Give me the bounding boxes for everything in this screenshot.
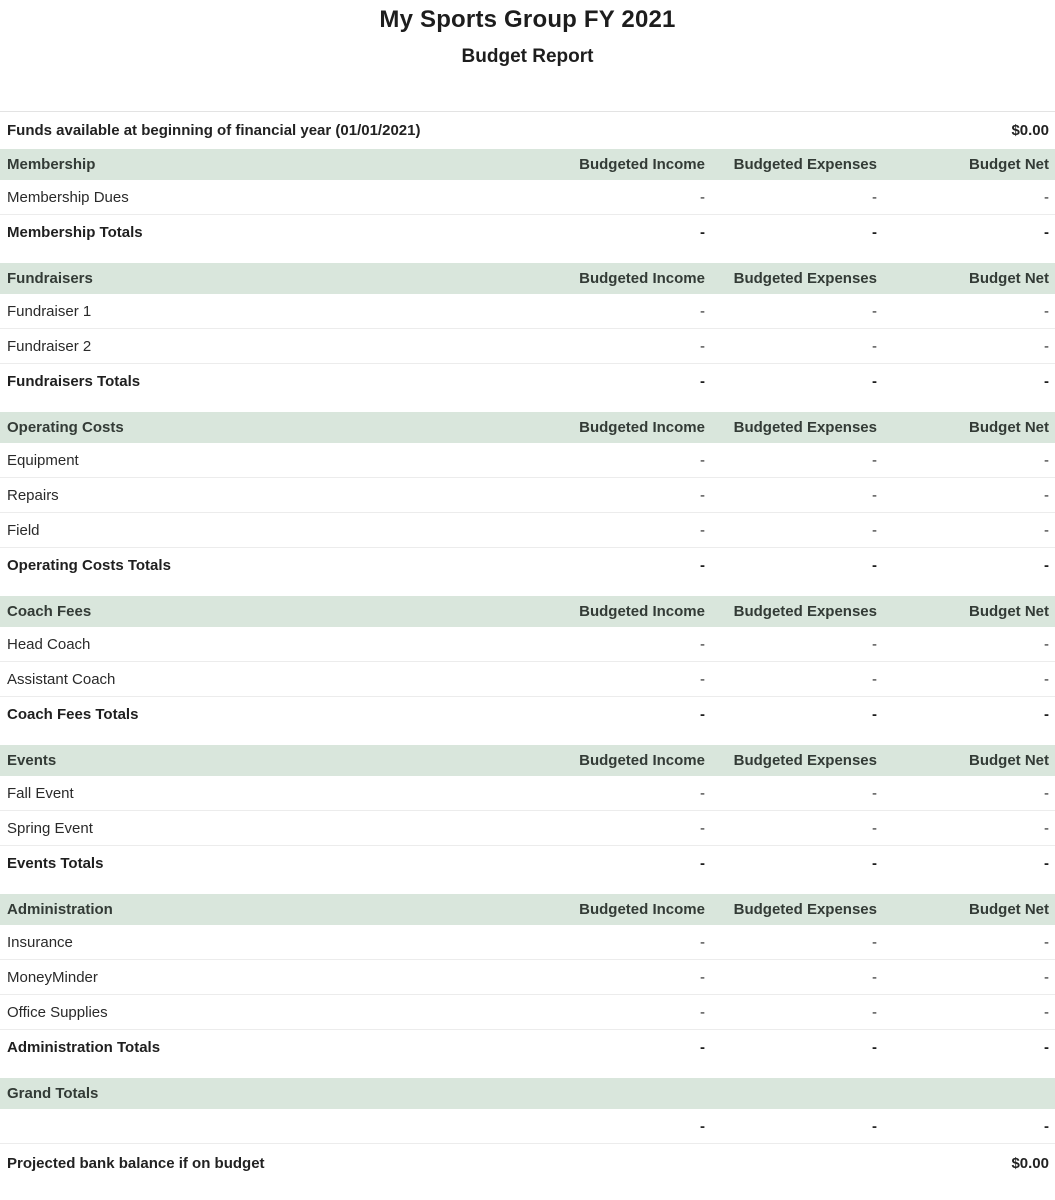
- totals-net-value: -: [1044, 855, 1049, 873]
- section-operating-costs: [0, 412, 1055, 583]
- row-income-value: -: [700, 302, 705, 320]
- column-header-budgeted-income: Budgeted Income: [579, 752, 705, 770]
- column-header-budget-net: Budget Net: [969, 752, 1049, 770]
- row-label: Head Coach: [7, 635, 91, 653]
- section-header: [0, 412, 1055, 443]
- row-expenses-value: -: [872, 302, 877, 320]
- column-header-budgeted-expenses: Budgeted Expenses: [733, 603, 877, 621]
- row-expenses-value: -: [872, 819, 877, 837]
- row-net-value: -: [1044, 1003, 1049, 1021]
- row-income-value: -: [700, 819, 705, 837]
- row-net-value: -: [1044, 337, 1049, 355]
- column-header-budgeted-income: Budgeted Income: [579, 270, 705, 288]
- column-header-budget-net: Budget Net: [969, 156, 1049, 174]
- section-header: [0, 1078, 1055, 1109]
- row-label: Equipment: [7, 451, 79, 469]
- column-header-budgeted-expenses: Budgeted Expenses: [733, 752, 877, 770]
- row-expenses-value: -: [872, 451, 877, 469]
- funds-available-label: Funds available at beginning of financial year (01/01/2021): [7, 122, 421, 140]
- row-income-value: -: [700, 635, 705, 653]
- column-header-budgeted-income: Budgeted Income: [579, 156, 705, 174]
- row-label: Fundraiser 1: [7, 302, 92, 320]
- row-expenses-value: -: [872, 1003, 877, 1021]
- row-net-value: -: [1044, 670, 1049, 688]
- row-label: Office Supplies: [7, 1003, 108, 1021]
- page-subtitle: Budget Report: [461, 46, 594, 68]
- totals-income-value: -: [700, 706, 705, 724]
- section-title: Membership: [7, 156, 96, 174]
- row-label: Field: [7, 521, 40, 539]
- section-totals-row: [0, 548, 1055, 583]
- totals-expenses-value: -: [872, 224, 877, 242]
- row-expenses-value: -: [872, 784, 877, 802]
- table-row: [0, 627, 1055, 662]
- section-totals-row: [0, 1030, 1055, 1065]
- column-header-budget-net: Budget Net: [969, 603, 1049, 621]
- column-header-budgeted-income: Budgeted Income: [579, 419, 705, 437]
- column-header-budgeted-income: Budgeted Income: [579, 901, 705, 919]
- row-net-value: -: [1044, 521, 1049, 539]
- section-grand-totals: [0, 1078, 1055, 1144]
- row-expenses-value: -: [872, 968, 877, 986]
- section-coach-fees: [0, 596, 1055, 732]
- row-label: Fundraiser 2: [7, 337, 92, 355]
- row-label: Repairs: [7, 486, 59, 504]
- column-header-budgeted-expenses: Budgeted Expenses: [733, 419, 877, 437]
- row-expenses-value: -: [872, 188, 877, 206]
- totals-label: Coach Fees Totals: [7, 706, 139, 724]
- row-label: MoneyMinder: [7, 968, 98, 986]
- row-expenses-value: -: [872, 521, 877, 539]
- table-row: [0, 995, 1055, 1030]
- section-header: [0, 263, 1055, 294]
- row-income-value: -: [700, 968, 705, 986]
- totals-expenses-value: -: [872, 855, 877, 873]
- row-income-value: -: [700, 521, 705, 539]
- totals-expenses-value: -: [872, 706, 877, 724]
- totals-net-value: -: [1044, 557, 1049, 575]
- totals-expenses-value: -: [872, 1039, 877, 1057]
- report-header: [0, 0, 1055, 70]
- section-administration: [0, 894, 1055, 1065]
- section-header: [0, 149, 1055, 180]
- totals-label: Fundraisers Totals: [7, 373, 141, 391]
- section-header: [0, 894, 1055, 925]
- row-net-value: -: [1044, 933, 1049, 951]
- section-title: Administration: [7, 901, 113, 919]
- page-title: My Sports Group FY 2021: [379, 6, 676, 33]
- row-net-value: -: [1044, 451, 1049, 469]
- row-expenses-value: -: [872, 933, 877, 951]
- section-title: Grand Totals: [7, 1085, 99, 1103]
- section-events: [0, 745, 1055, 881]
- row-net-value: -: [1044, 819, 1049, 837]
- column-header-budget-net: Budget Net: [969, 270, 1049, 288]
- funds-available-value: $0.00: [1011, 122, 1049, 140]
- row-income-value: -: [700, 451, 705, 469]
- section-totals-row: [0, 364, 1055, 399]
- row-expenses-value: -: [872, 635, 877, 653]
- column-header-budgeted-expenses: Budgeted Expenses: [733, 901, 877, 919]
- row-income-value: -: [700, 670, 705, 688]
- funds-available-row: [0, 111, 1055, 149]
- section-title: Events: [7, 752, 57, 770]
- row-label: Fall Event: [7, 784, 74, 802]
- totals-net-value: -: [1044, 1039, 1049, 1057]
- row-label: Assistant Coach: [7, 670, 116, 688]
- table-row: [0, 925, 1055, 960]
- totals-label: Events Totals: [7, 855, 104, 873]
- row-label: Insurance: [7, 933, 73, 951]
- table-row: [0, 662, 1055, 697]
- row-net-value: -: [1044, 486, 1049, 504]
- row-label: Spring Event: [7, 819, 93, 837]
- row-income-value: -: [700, 188, 705, 206]
- totals-income-value: -: [700, 855, 705, 873]
- column-header-budgeted-income: Budgeted Income: [579, 603, 705, 621]
- row-net-value: -: [1044, 784, 1049, 802]
- row-expenses-value: -: [872, 337, 877, 355]
- section-totals-row: [0, 215, 1055, 250]
- totals-net-value: -: [1044, 373, 1049, 391]
- totals-label: Membership Totals: [7, 224, 143, 242]
- totals-net-value: -: [1044, 706, 1049, 724]
- projected-balance-label: Projected bank balance if on budget: [7, 1154, 265, 1172]
- row-income-value: -: [700, 337, 705, 355]
- row-income-value: -: [700, 784, 705, 802]
- totals-income-value: -: [700, 224, 705, 242]
- section-title: Operating Costs: [7, 419, 124, 437]
- grand-totals-net-value: -: [1044, 1117, 1049, 1135]
- section-title: Coach Fees: [7, 603, 92, 621]
- section-fundraisers: [0, 263, 1055, 399]
- section-header: [0, 745, 1055, 776]
- table-row: [0, 513, 1055, 548]
- projected-balance-value: $0.00: [1011, 1154, 1049, 1172]
- column-header-budget-net: Budget Net: [969, 901, 1049, 919]
- row-label: Membership Dues: [7, 188, 129, 206]
- grand-totals-values-row: [0, 1109, 1055, 1144]
- section-membership: [0, 149, 1055, 250]
- table-row: [0, 776, 1055, 811]
- row-expenses-value: -: [872, 486, 877, 504]
- table-row: [0, 329, 1055, 364]
- row-net-value: -: [1044, 302, 1049, 320]
- section-title: Fundraisers: [7, 270, 93, 288]
- row-net-value: -: [1044, 635, 1049, 653]
- totals-expenses-value: -: [872, 373, 877, 391]
- totals-income-value: -: [700, 373, 705, 391]
- row-income-value: -: [700, 933, 705, 951]
- grand-totals-expenses-value: -: [872, 1117, 877, 1135]
- table-row: [0, 811, 1055, 846]
- column-header-budgeted-expenses: Budgeted Expenses: [733, 156, 877, 174]
- totals-net-value: -: [1044, 224, 1049, 242]
- table-row: [0, 294, 1055, 329]
- grand-totals-income-value: -: [700, 1117, 705, 1135]
- column-header-budget-net: Budget Net: [969, 419, 1049, 437]
- row-income-value: -: [700, 486, 705, 504]
- row-net-value: -: [1044, 188, 1049, 206]
- spacer: [0, 70, 1055, 111]
- totals-label: Administration Totals: [7, 1039, 161, 1057]
- totals-expenses-value: -: [872, 557, 877, 575]
- row-expenses-value: -: [872, 670, 877, 688]
- row-income-value: -: [700, 1003, 705, 1021]
- totals-income-value: -: [700, 1039, 705, 1057]
- section-totals-row: [0, 697, 1055, 732]
- table-row: [0, 478, 1055, 513]
- table-row: [0, 180, 1055, 215]
- section-totals-row: [0, 846, 1055, 881]
- section-header: [0, 596, 1055, 627]
- table-row: [0, 443, 1055, 478]
- totals-label: Operating Costs Totals: [7, 557, 171, 575]
- projected-balance-row: [0, 1144, 1055, 1182]
- column-header-budgeted-expenses: Budgeted Expenses: [733, 270, 877, 288]
- table-row: [0, 960, 1055, 995]
- row-net-value: -: [1044, 968, 1049, 986]
- totals-income-value: -: [700, 557, 705, 575]
